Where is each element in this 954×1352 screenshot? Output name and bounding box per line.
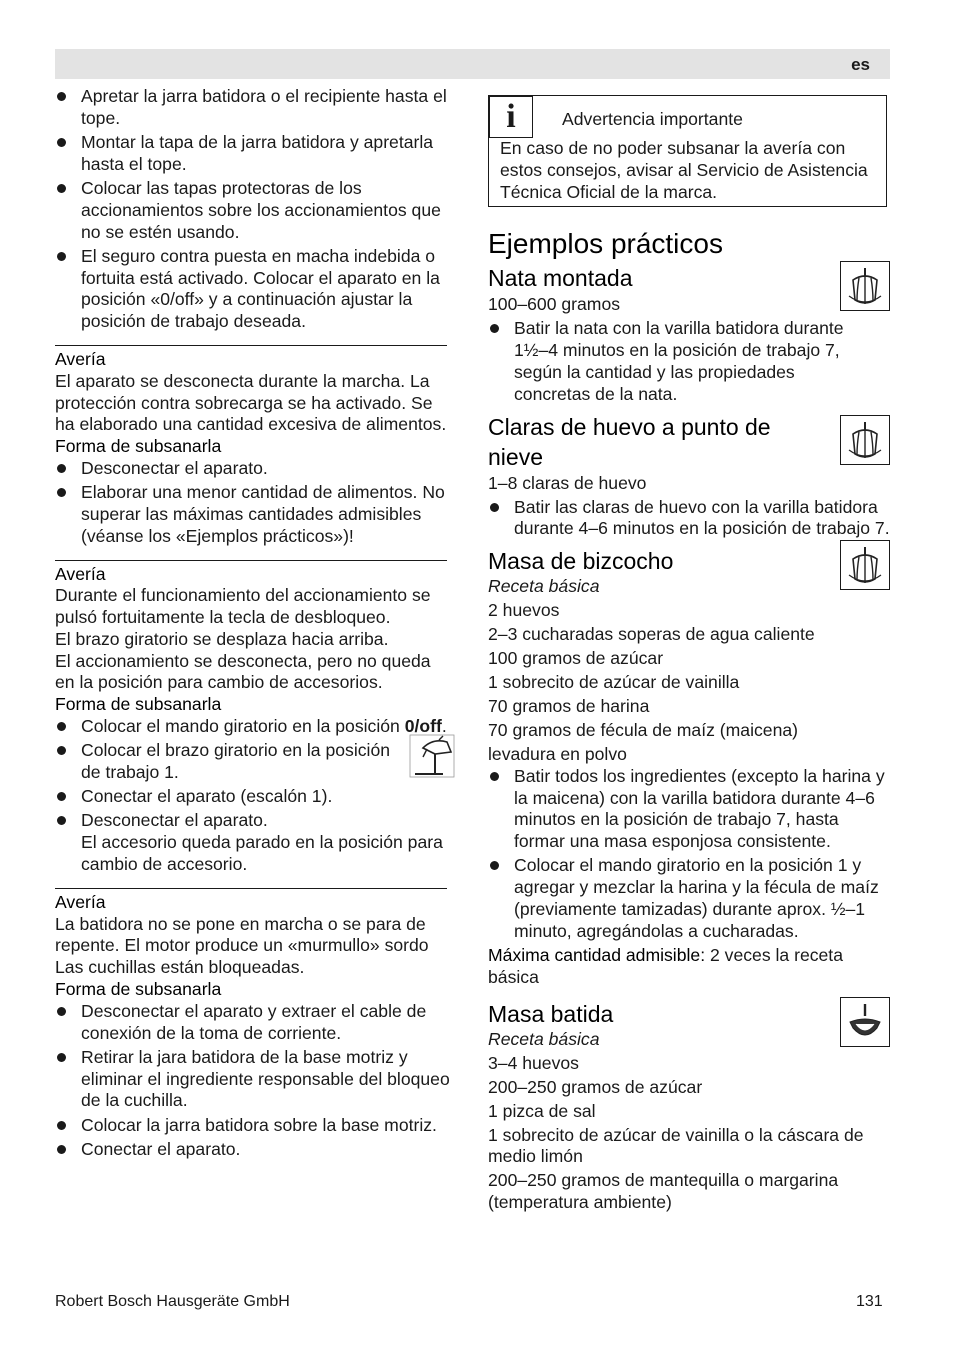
list-item: El seguro contra puesta en macha indebida o fortuita está activado. Colocar el aparato en la posición «0/off» y a continuación ajustar la posición de trabajo deseada. <box>55 246 455 333</box>
instruction-list <box>488 766 890 943</box>
fault-title: Avería <box>55 563 106 584</box>
remedy-title: Forma de subsanarla <box>55 694 222 715</box>
list-item: Desconectar el aparato y extraer el cable de conexión de la toma de corriente. <box>55 1001 455 1045</box>
list-item: Desconectar el aparato. <box>55 458 455 480</box>
language-code: es <box>851 55 870 74</box>
header-bar <box>55 49 890 79</box>
info-icon: i <box>489 96 533 138</box>
recipe-subtitle: Receta básica <box>488 576 600 597</box>
quantity: 1–8 claras de huevo <box>488 472 647 493</box>
warning-text: En caso de no poder subsanar la avería con estos consejos, avisar al Servicio de Asistencia Técnica Oficial de la marca. <box>500 138 868 202</box>
instruction-list <box>488 497 890 541</box>
recipe-title: Masa de bizcocho <box>488 548 674 575</box>
ingredient: 200–250 gramos de azúcar <box>488 1076 703 1097</box>
warning-box <box>488 95 887 207</box>
page-number: 131 <box>856 1293 883 1310</box>
ingredient: 1 sobrecito de azúcar de vainilla <box>488 672 740 693</box>
recipe-title: Nata montada <box>488 265 633 292</box>
recipe-claras <box>488 412 890 541</box>
fault-title: Avería <box>55 348 106 369</box>
list-item: Batir todos los ingredientes (excepto la harina y la maicena) con la varilla batidora durante 4–6 minutos en la posición de trabajo 7, hasta formar una masa esponjosa consistente. <box>488 766 890 853</box>
ingredient: 70 gramos de harina <box>488 696 650 717</box>
mixer-arm-position-icon <box>409 734 455 778</box>
ingredient: levadura en polvo <box>488 744 627 765</box>
recipe-title: Masa batida <box>488 1000 614 1027</box>
divider <box>55 888 447 889</box>
list-item: Colocar el brazo giratorio en la posición de trabajo 1. <box>55 740 455 784</box>
quantity: 100–600 gramos <box>488 294 621 315</box>
left-column <box>55 86 455 1163</box>
fault-section-2 <box>55 564 455 876</box>
list-item: Montar la tapa de la jarra batidora y apretarla hasta el tope. <box>55 132 455 176</box>
fault-title: Avería <box>55 891 106 912</box>
list-item: Retirar la jara batidora de la base motriz y eliminar el ingrediente responsable del bloqueo de la cuchilla. <box>55 1047 455 1112</box>
top-bullet-list <box>55 86 455 333</box>
ingredient: 3–4 huevos <box>488 1052 579 1073</box>
footer-company: Robert Bosch Hausgeräte GmbH <box>55 1293 290 1310</box>
warning-title: Advertencia importante <box>562 108 743 129</box>
recipe-title: Claras de huevo a punto de nieve <box>488 413 771 470</box>
mixing-paddle-icon <box>840 997 890 1047</box>
list-item: Apretar la jarra batidora o el recipiente hasta el tope. <box>55 86 455 130</box>
divider <box>55 560 447 561</box>
fault-section-1 <box>55 349 455 548</box>
list-item: Desconectar el aparato. El accesorio queda parado en la posición para cambio de accesorio. <box>55 810 455 875</box>
list-item: Colocar el mando giratorio en la posición 0/off. <box>55 716 455 738</box>
remedy-title: Forma de subsanarla <box>55 979 222 1000</box>
list-item: Colocar el mando giratorio en la posición 1 y agregar y mezclar la harina y la fécula de maíz (previamente tamizadas) durante aprox. ½–1 minuto, agregándolas a cucharadas. <box>488 855 890 942</box>
list-item: Conectar el aparato (escalón 1). <box>55 786 455 808</box>
remedy-list <box>55 458 455 548</box>
list-item: Elaborar una menor cantidad de alimentos. No superar las máximas cantidades admisibles (véanse los «Ejemplos prácticos»)! <box>55 482 455 547</box>
remedy-list <box>55 716 455 876</box>
recipe-batida <box>488 999 890 1214</box>
whisk-icon <box>840 261 890 311</box>
fault-description: El brazo giratorio se desplaza hacia arriba. <box>55 628 389 649</box>
fault-description: El aparato se desconecta durante la marcha. La protección contra sobrecarga se ha activado. Se ha elaborado una cantidad excesiva de alimentos. <box>55 370 447 435</box>
remedy-list <box>55 1001 455 1161</box>
list-item: Batir la nata con la varilla batidora durante 1½–4 minutos en la posición de trabajo 7, según la cantidad y las propiedades concretas de la nata. <box>488 318 860 405</box>
right-column <box>488 86 890 1216</box>
recipe-subtitle: Receta básica <box>488 1028 600 1049</box>
fault-description: La batidora no se pone en marcha o se para de repente. El motor produce un «murmullo» sordo Las cuchillas están bloqueadas. <box>55 913 429 978</box>
whisk-icon <box>840 540 890 590</box>
fault-section-3 <box>55 892 455 1161</box>
ingredient: 2–3 cucharadas soperas de agua caliente <box>488 624 815 645</box>
ingredient: 70 gramos de fécula de maíz (maicena) <box>488 720 798 741</box>
fault-description: El accionamiento se desconecta, pero no queda en la posición para cambio de accesorios. <box>55 650 431 693</box>
fault-description: Durante el funcionamiento del accionamiento se pulsó fortuitamente la tecla de desbloqueo. <box>55 585 431 628</box>
list-item: Colocar las tapas protectoras de los accionamientos sobre los accionamientos que no se estén usando. <box>55 178 455 243</box>
remedy-title: Forma de subsanarla <box>55 436 222 457</box>
recipe-nata <box>488 263 890 405</box>
ingredient: 1 pizca de sal <box>488 1100 596 1121</box>
instruction-list <box>488 318 890 405</box>
list-item: Colocar la jarra batidora sobre la base motriz. <box>55 1115 455 1137</box>
list-item: Batir las claras de huevo con la varilla batidora durante 4–6 minutos en la posición de trabajo 7. <box>488 497 890 541</box>
position-off-label: 0/off <box>404 716 442 737</box>
ingredient: 200–250 gramos de mantequilla o margarina (temperatura ambiente) <box>488 1170 839 1213</box>
recipe-bizcocho <box>488 546 890 988</box>
max-quantity: Máxima cantidad admisible: 2 veces la receta básica <box>488 944 843 987</box>
list-item: Conectar el aparato. <box>55 1139 455 1161</box>
ingredient: 1 sobrecito de azúcar de vainilla o la cáscara de medio limón <box>488 1124 864 1167</box>
section-heading: Ejemplos prácticos <box>488 228 723 260</box>
divider <box>55 345 447 346</box>
whisk-icon <box>840 415 890 465</box>
ingredient: 2 huevos <box>488 600 560 621</box>
ingredient: 100 gramos de azúcar <box>488 648 664 669</box>
